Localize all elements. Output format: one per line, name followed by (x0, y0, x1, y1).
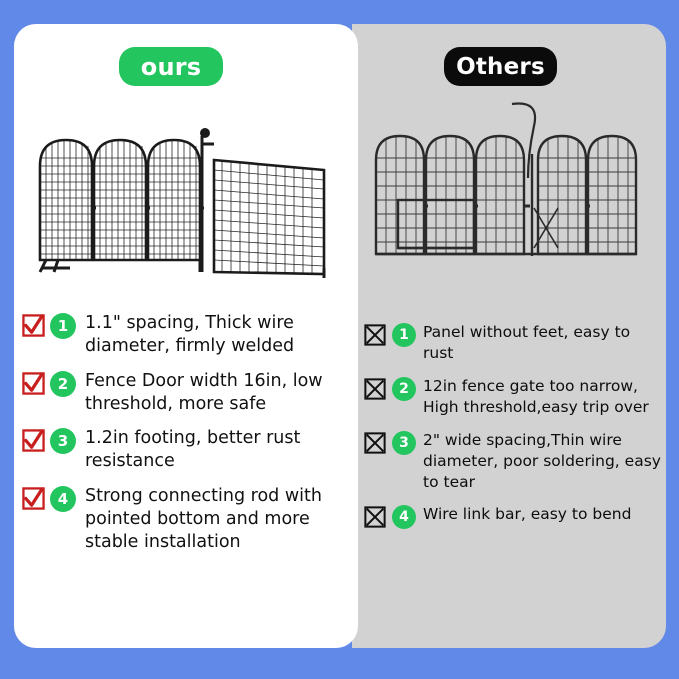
item-number: 4 (392, 505, 416, 529)
cross-icon (364, 378, 387, 401)
feature-text: 2" wide spacing,Thin wire diameter, poor soldering, easy to tear (423, 430, 661, 491)
ours-product-image (24, 96, 334, 282)
feature-text: 12in fence gate too narrow, High threshold,easy trip over (423, 376, 649, 416)
check-icon (22, 372, 45, 395)
cross-icon (364, 432, 387, 455)
cross-icon (364, 506, 387, 529)
item-number: 1 (392, 323, 416, 347)
ours-badge-label: ours (140, 52, 202, 81)
list-item (364, 322, 664, 364)
cross-icon (364, 324, 387, 347)
feature-text: Strong connecting rod with pointed bottom and more stable installation (85, 485, 322, 553)
feature-text: Wire link bar, easy to bend (423, 505, 632, 524)
item-number: 2 (50, 371, 76, 397)
others-badge (444, 47, 557, 86)
item-number: 1 (50, 313, 76, 339)
list-item (364, 430, 664, 493)
check-icon (22, 314, 45, 337)
list-item (22, 427, 352, 474)
feature-text: 1.1" spacing, Thick wire diameter, firmly welded (85, 313, 295, 357)
item-number: 3 (392, 431, 416, 455)
check-icon (22, 429, 45, 452)
list-item (22, 312, 352, 359)
check-icon (22, 487, 45, 510)
ours-badge (119, 47, 223, 86)
item-number: 3 (50, 428, 76, 454)
ours-feature-list (22, 312, 352, 565)
item-number: 4 (50, 486, 76, 512)
others-feature-list (364, 322, 664, 541)
feature-text: Panel without feet, easy to rust (423, 323, 631, 362)
feature-text: Fence Door width 16in, low threshold, more safe (85, 370, 323, 414)
list-item (364, 504, 664, 529)
others-product-image (362, 96, 662, 282)
item-number: 2 (392, 377, 416, 401)
feature-text: 1.2in footing, better rust resistance (85, 428, 301, 472)
list-item (364, 376, 664, 418)
others-badge-label: Others (456, 53, 545, 80)
list-item (22, 370, 352, 417)
list-item (22, 485, 352, 555)
